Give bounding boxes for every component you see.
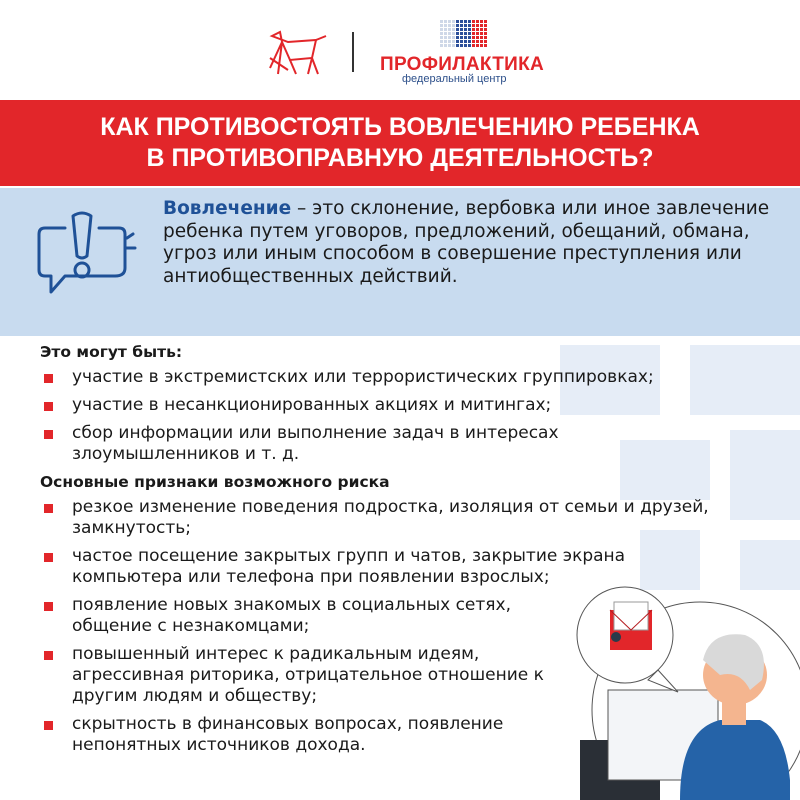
logo-divider: [352, 32, 354, 72]
list-item: скрытность в финансовых вопросах, появление непонятных источников дохода.: [40, 714, 560, 756]
title-banner: [0, 100, 800, 186]
definition-body: – это склонение, вербовка или иное завлечение ребенка путем уговоров, предложений, обещаний, обмана, угроз или иным способом в совершение преступления или антиобщественных действий.: [163, 198, 770, 287]
section-heading: Основные признаки возможного риска: [40, 473, 390, 491]
list-item: появление новых знакомых в социальных сетях, общение с незнакомцами;: [40, 595, 580, 637]
section-heading: Это могут быть:: [40, 343, 183, 361]
list-examples: [40, 367, 780, 465]
flag-dots-logo-icon: [440, 20, 490, 48]
list-item: частое посещение закрытых групп и чатов, закрытие экрана компьютера или телефона при появлении взрослых;: [40, 546, 660, 588]
list-item: резкое изменение поведения подростка, изоляция от семьи и друзей, замкнутость;: [40, 497, 770, 539]
list-item: сбор информации или выполнение задач в интересах злоумышленников и т. д.: [40, 423, 640, 465]
foundation-logo-icon: [268, 28, 328, 76]
header: [0, 0, 800, 100]
list-item: участие в экстремистских или террористических группировках;: [40, 367, 780, 388]
list-item: повышенный интерес к радикальным идеям, агрессивная риторика, отрицательное отношение к другим людям и обществу;: [40, 644, 570, 707]
definition-box: [0, 188, 800, 336]
exclamation-speech-bubble-icon: [35, 208, 140, 308]
brand-subtitle: федеральный центр: [402, 73, 507, 85]
title-line-2: В ПРОТИВОПРАВНУЮ ДЕЯТЕЛЬНОСТЬ?: [146, 144, 654, 172]
person-at-computer-illustration: [570, 580, 800, 800]
title-line-1: КАК ПРОТИВОСТОЯТЬ ВОВЛЕЧЕНИЮ РЕБЕНКА: [100, 113, 700, 141]
brand-name: ПРОФИЛАКТИКА: [380, 54, 545, 75]
definition-term: Вовлечение: [163, 198, 292, 219]
definition-text: [163, 198, 783, 288]
list-item: участие в несанкционированных акциях и митингах;: [40, 395, 780, 416]
page-title: [50, 112, 750, 174]
